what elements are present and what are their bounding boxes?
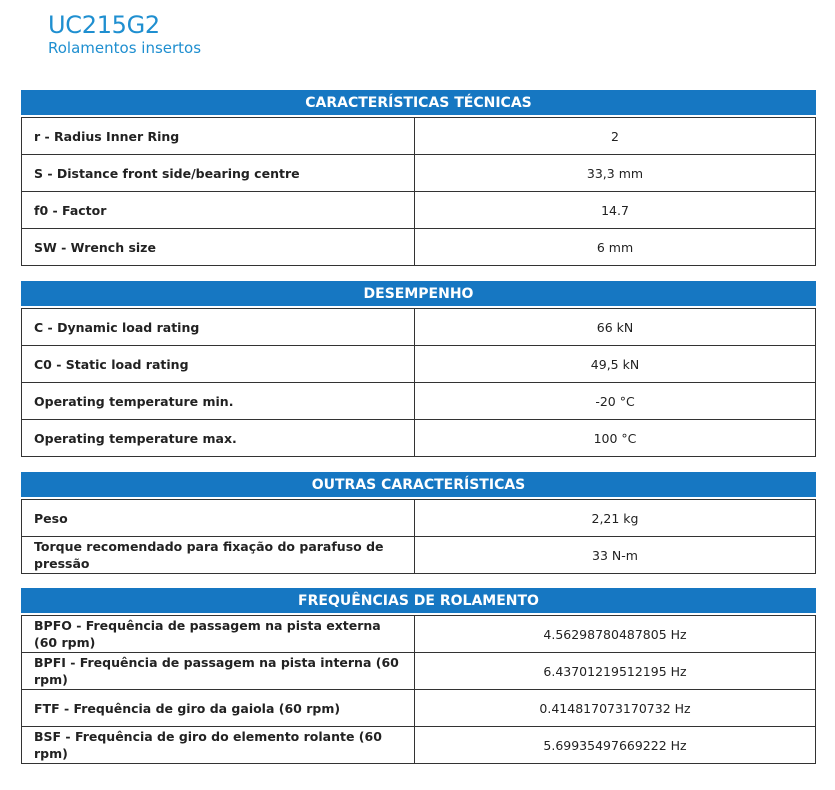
row-label: SW - Wrench size [22,229,415,266]
table-row [22,500,816,537]
section-performance [21,281,816,457]
table-row [22,727,816,764]
row-label: Peso [22,500,415,537]
row-value: -20 °C [415,383,816,420]
section-title: OUTRAS CARACTERÍSTICAS [21,472,816,499]
row-label: Operating temperature max. [22,420,415,457]
row-value: 14.7 [415,192,816,229]
section-frequencies [21,588,816,764]
table-row [22,118,816,155]
spec-table [21,308,816,457]
row-label: BPFO - Frequência de passagem na pista externa (60 rpm) [22,616,415,653]
table-row [22,346,816,383]
row-value: 66 kN [415,309,816,346]
table-row [22,309,816,346]
row-value: 100 °C [415,420,816,457]
row-value: 0.414817073170732 Hz [415,690,816,727]
row-label: BPFI - Frequência de passagem na pista interna (60 rpm) [22,653,415,690]
table-row [22,537,816,574]
row-label: S - Distance front side/bearing centre [22,155,415,192]
row-label: C - Dynamic load rating [22,309,415,346]
table-row [22,420,816,457]
spec-table [21,615,816,764]
section-title: FREQUÊNCIAS DE ROLAMENTO [21,588,816,615]
spec-table [21,499,816,574]
row-value: 5.69935497669222 Hz [415,727,816,764]
table-row [22,229,816,266]
row-label: Torque recomendado para fixação do parafuso de pressão [22,537,415,574]
table-row [22,155,816,192]
table-row [22,653,816,690]
row-value: 6 mm [415,229,816,266]
section-title: CARACTERÍSTICAS TÉCNICAS [21,90,816,117]
row-value: 33,3 mm [415,155,816,192]
row-value: 2,21 kg [415,500,816,537]
product-code: UC215G2 [48,11,160,39]
table-row [22,616,816,653]
section-technical [21,90,816,266]
row-value: 49,5 kN [415,346,816,383]
row-label: Operating temperature min. [22,383,415,420]
row-label: f0 - Factor [22,192,415,229]
table-row [22,690,816,727]
table-row [22,383,816,420]
row-value: 2 [415,118,816,155]
row-value: 33 N-m [415,537,816,574]
row-value: 4.56298780487805 Hz [415,616,816,653]
section-title: DESEMPENHO [21,281,816,308]
product-category: Rolamentos insertos [48,39,202,57]
row-label: r - Radius Inner Ring [22,118,415,155]
row-value: 6.43701219512195 Hz [415,653,816,690]
spec-table [21,117,816,266]
row-label: FTF - Frequência de giro da gaiola (60 rpm) [22,690,415,727]
table-row [22,192,816,229]
row-label: C0 - Static load rating [22,346,415,383]
row-label: BSF - Frequência de giro do elemento rolante (60 rpm) [22,727,415,764]
product-header [48,10,201,56]
section-other [21,472,816,574]
